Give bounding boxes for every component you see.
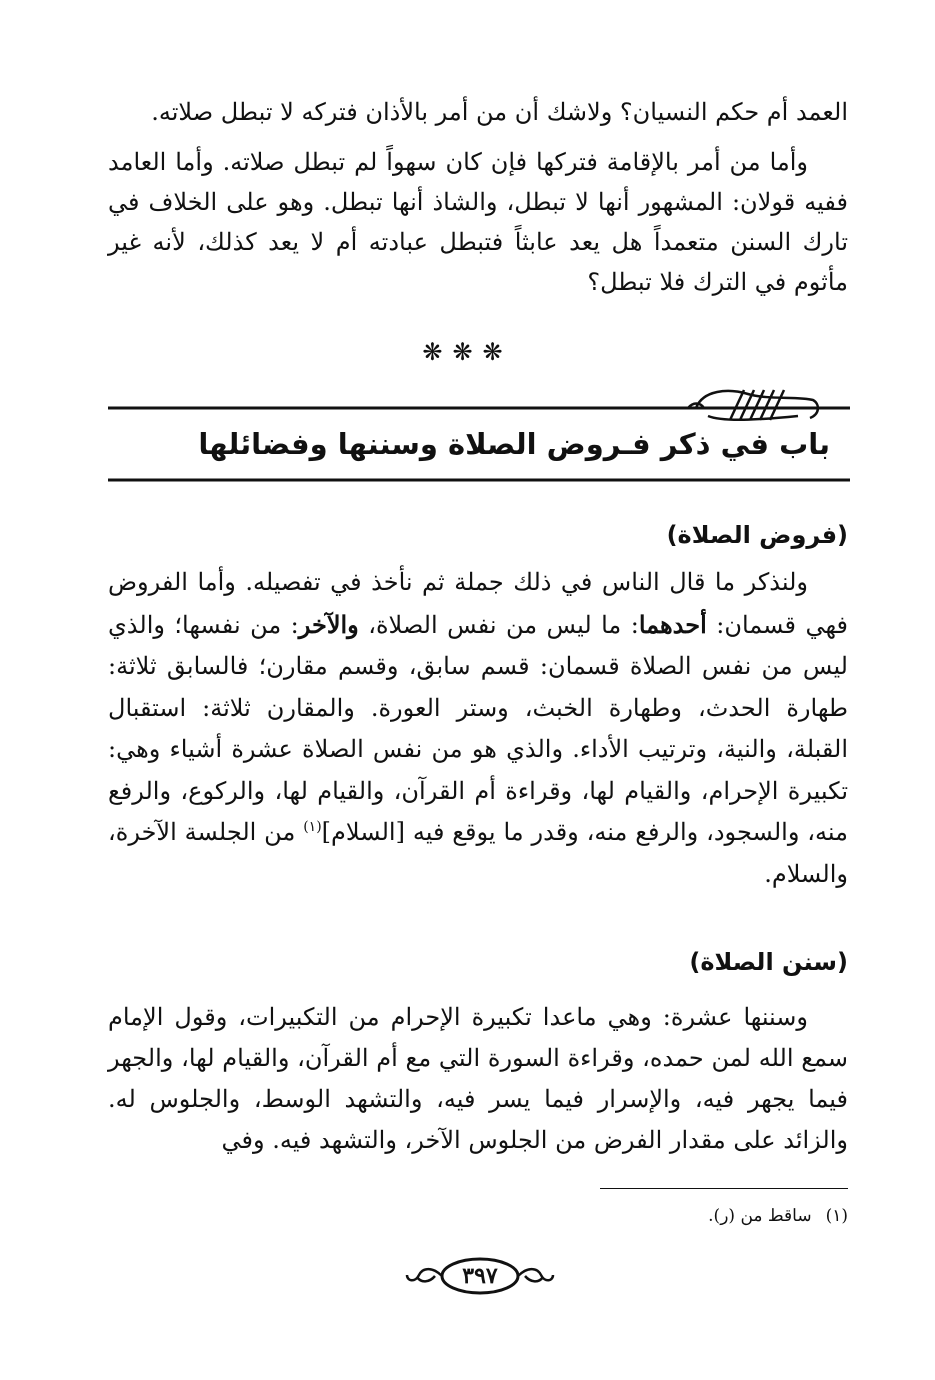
footnote <box>108 1202 848 1230</box>
paragraph-iqama: وأما من أمر بالإقامة فتركها فإن كان سهواً لم تبطل صلاته. وأما العامد ففيه قولان: المشهور أنها لا تبطل، والشاذ أنها تبطل. وهو على الخلاف في تارك السنن متعمداً هل يعد عابثاً فتبطل عبادته أم لا يعد كذلك، لأنه غير مأثوم في الترك فلا تبطل؟ <box>108 148 848 296</box>
chapter-banner <box>108 380 850 490</box>
term-first: أحدهما <box>638 609 707 639</box>
page-number-ornament <box>405 1255 555 1299</box>
footnote-divider <box>600 1188 848 1189</box>
bracketed-word: [السلام] <box>321 818 405 846</box>
furud-rest: : من نفسها؛ والذي ليس من نفس الصلاة قسمان: قسم سابق، وقسم مقارن؛ فالسابق ثلاثة: طهارة الحدث، وطهارة الخبث، وستر العورة. والمقارن ثلاثة: استقبال القبلة، والنية، وترتيب الأداء. والذي هو من نفس الصلاة عشرة أشياء وهي: تكبيرة الإحرام، والقيام لها، وقراءة أم القرآن، والقيام لها، والركوع، والرفع منه، والسجود، والرفع منه، وقدر ما يوقع فيه <box>108 610 849 846</box>
furud-intro: ولنذكر ما قال الناس في ذلك جملة ثم نأخذ في تفصيله. وأما الفروض فهي قسمان: <box>108 568 848 639</box>
separator-stars: ❋❋❋ <box>422 338 513 366</box>
paragraph-furud <box>108 562 848 895</box>
chapter-title: باب في ذكر فـروض الصلاة وسننها وفضائلها <box>198 427 830 461</box>
term-second: والآخر <box>298 609 359 639</box>
sunan-text-block <box>108 997 848 1161</box>
furud-ending: من الجلسة الآخرة، والسلام. <box>108 818 848 888</box>
furud-text-block <box>108 562 848 895</box>
top-text-block <box>108 92 848 302</box>
paragraph-sunan: وسننها عشرة: وهي ماعدا تكبيرة الإحرام من التكبيرات، وقول الإمام سمع الله لمن حمده، وقراءة السورة التي مع أم القرآن، والقيام لها، والجهر فيما يجهر فيه، والإسرار فيما يسر فيه، والتشهد الوسط، والجلوس له. والزائد على مقدار الفرض من الجلوس الآخر، والتشهد فيه. وفي <box>108 1003 848 1154</box>
furud-first-text: : ما ليس من نفس الصلاة، <box>368 610 639 639</box>
footnote-text: ساقط من (ر). <box>708 1206 812 1226</box>
section-heading-sunan: (سنن الصلاة) <box>689 948 848 976</box>
footnote-number: (١) <box>825 1206 848 1226</box>
page-number: ٣٩٧ <box>462 1263 498 1289</box>
footnote-reference[interactable]: (١) <box>303 819 322 835</box>
paragraph-continuation: العمد أم حكم النسيان؟ ولاشك أن من أمر بالأذان فتركه لا تبطل صلاته. <box>151 98 848 126</box>
section-heading-furud: (فروض الصلاة) <box>666 521 848 549</box>
